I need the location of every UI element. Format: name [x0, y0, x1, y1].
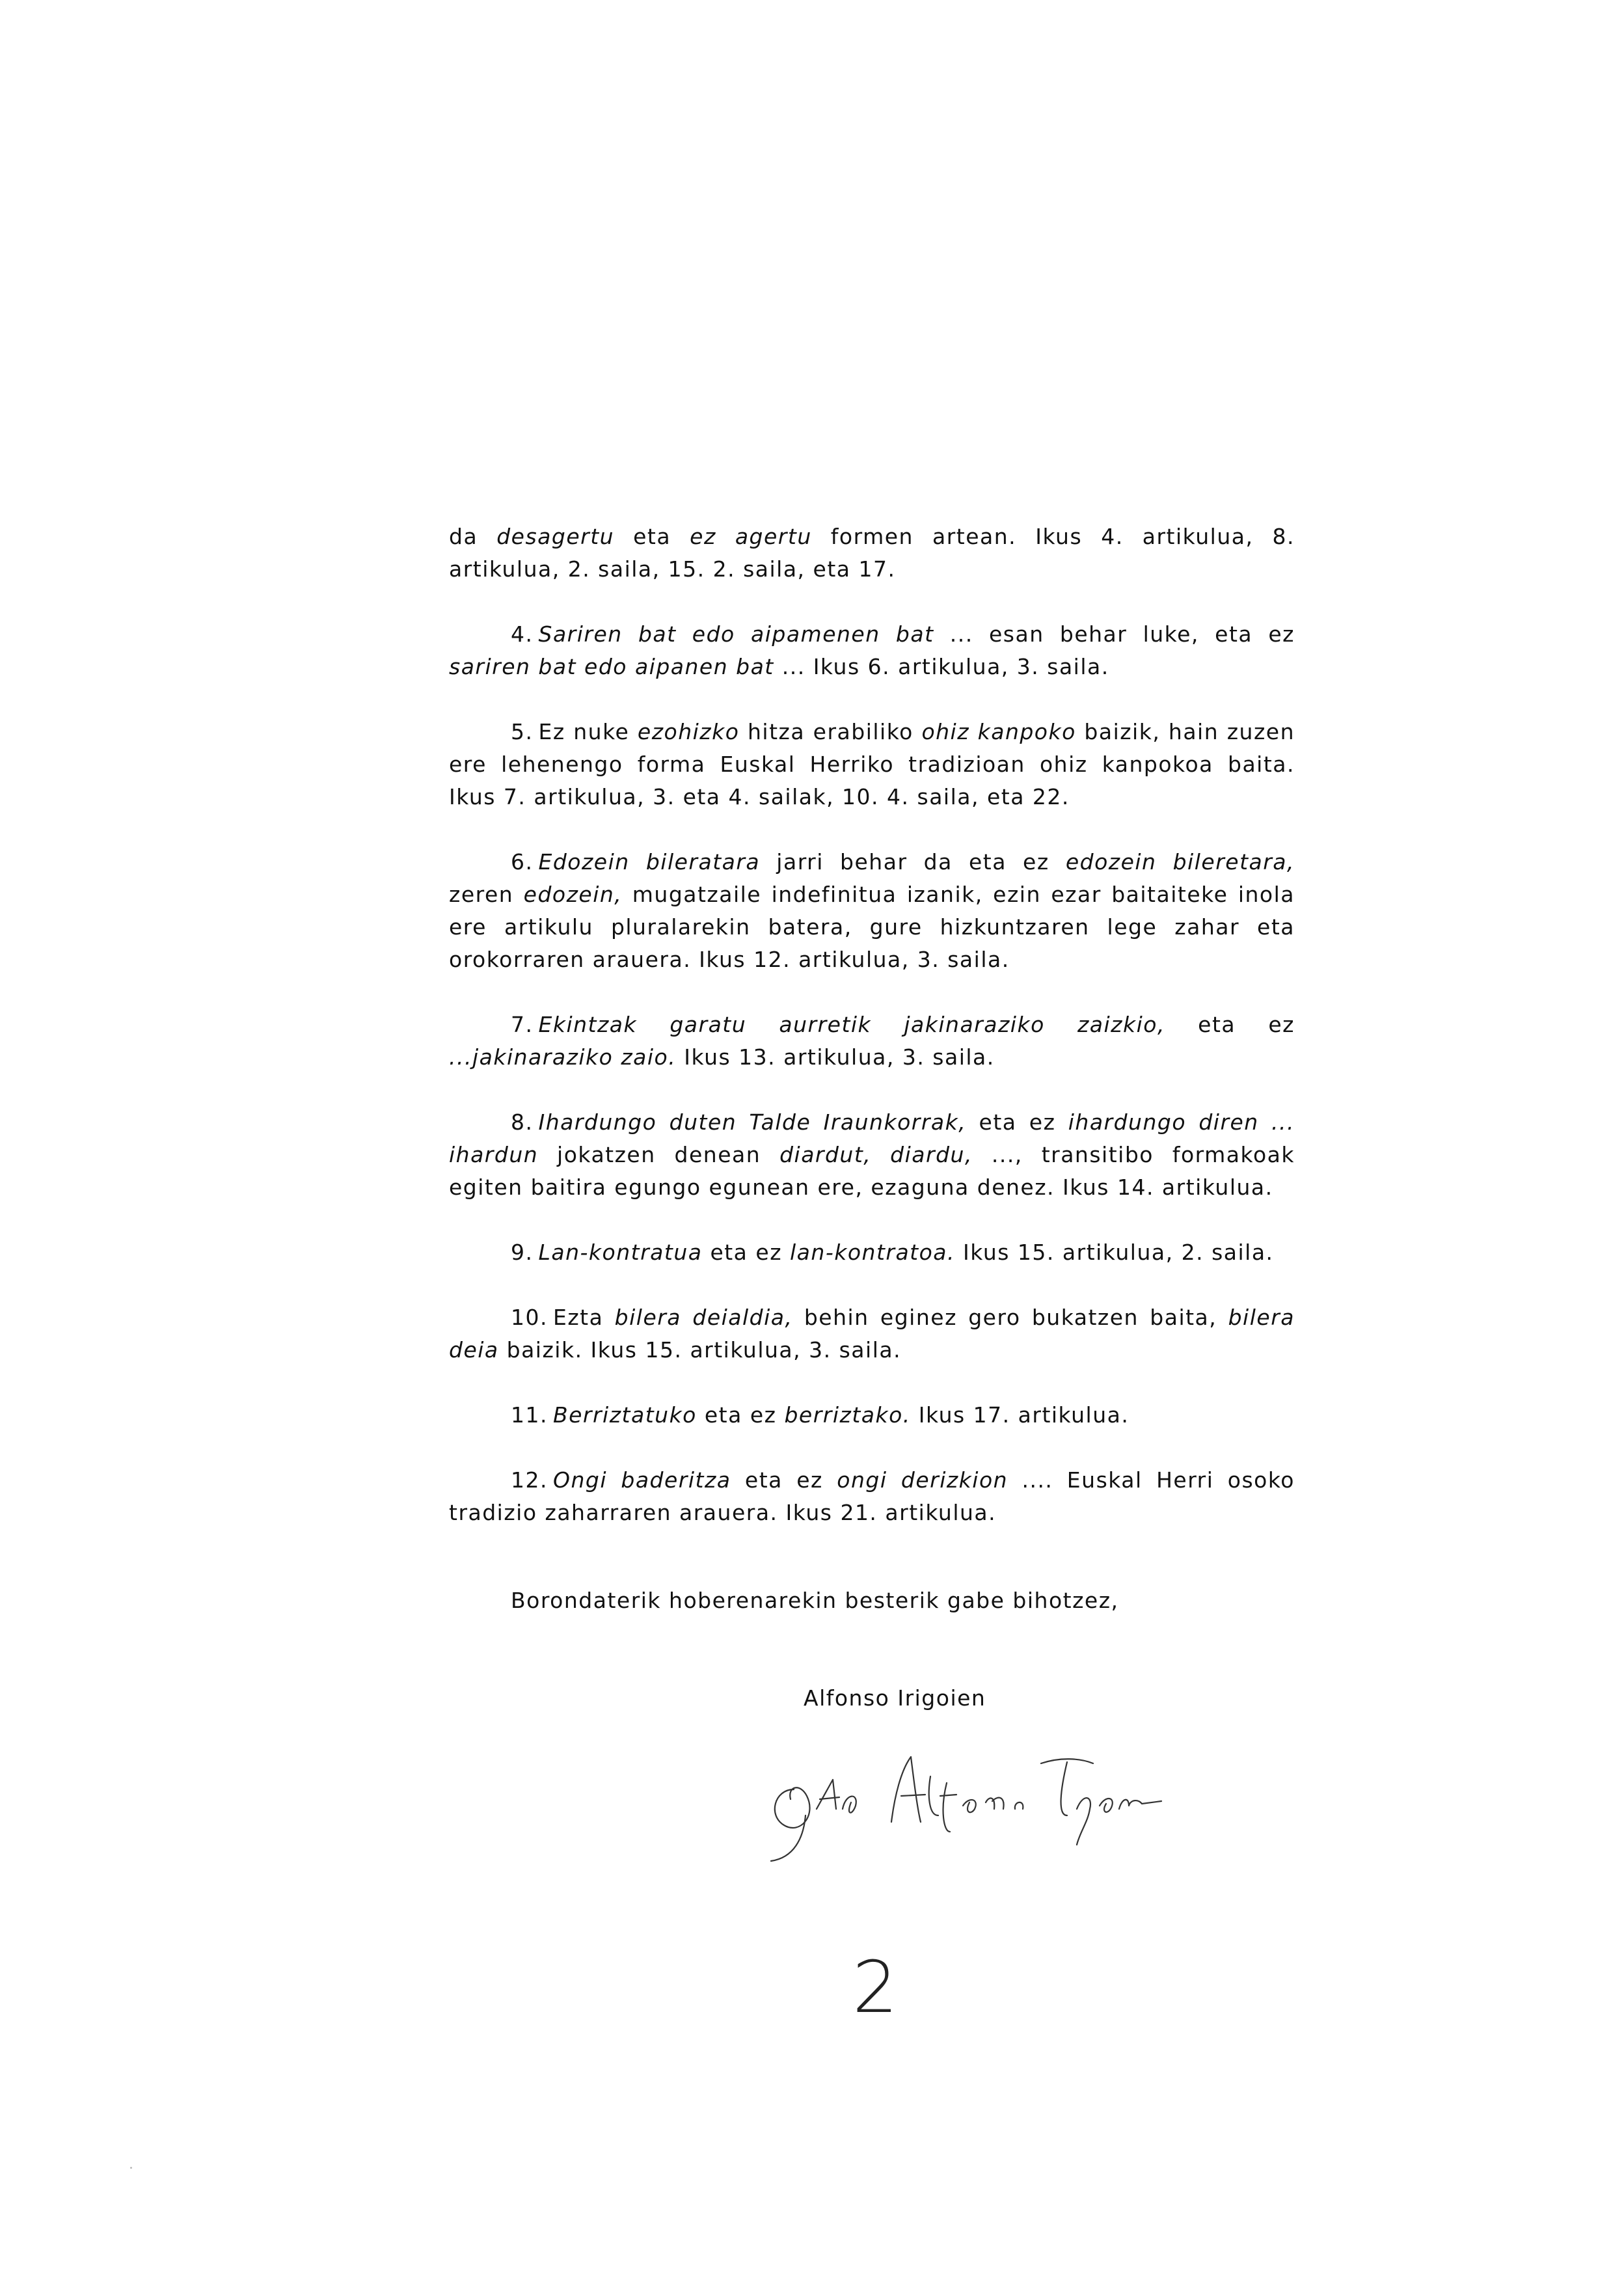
italic-term: ohiz kanpoko — [921, 719, 1076, 744]
paragraph-text: Ikus 15. artikulua, 2. saila. — [955, 1240, 1274, 1265]
paragraph-text: ... Ikus 6. artikulua, 3. saila. — [774, 654, 1109, 679]
italic-term: edozein bileretara, — [1065, 849, 1295, 875]
paragraph — [449, 1236, 1295, 1269]
paragraph-number: 12. — [511, 1467, 548, 1493]
italic-term: Sariren bat edo aipamenen bat — [538, 621, 934, 647]
paragraph-number: 5. — [511, 719, 534, 744]
italic-term: Edozein bileratara — [538, 849, 761, 875]
paragraph-number: 8. — [511, 1109, 534, 1135]
paragraph — [449, 1464, 1295, 1529]
paragraph-text: .... Euskal Herri osoko tradizio zaharraren arauera. Ikus 21. artikulua. — [449, 1467, 1295, 1525]
italic-term: edozein, — [523, 882, 623, 907]
paragraph-number: 7. — [511, 1012, 534, 1037]
paragraph-text: baizik, hain zuzen ere lehenengo forma Euskal Herriko tradizioan ohiz kanpokoa baita. Ikus 7. artikulua, 3. eta 4. sailak, 10. 4. saila, eta 22. — [449, 719, 1295, 809]
paragraph-text: baizik. Ikus 15. artikulua, 3. saila. — [498, 1337, 902, 1363]
paragraph-text: ..., transitibo formakoak egiten baitira egungo egunean ere, ezaguna denez. Ikus 14. artikulua. — [449, 1142, 1295, 1200]
paragraph-number: 11. — [511, 1402, 548, 1428]
paragraph-text: hitza erabiliko — [739, 719, 922, 744]
italic-term: diardut, diardu, — [779, 1142, 973, 1167]
paragraph — [449, 521, 1295, 586]
author-name: Alfonso Irigoien — [804, 1685, 986, 1711]
paragraph-text: jokatzen denean — [538, 1142, 780, 1167]
paragraph-number: 6. — [511, 849, 534, 875]
paragraph-text: Ezta — [552, 1305, 615, 1330]
paragraph — [449, 716, 1295, 813]
paragraph — [449, 1301, 1295, 1366]
italic-term: ...jakinaraziko zaio. — [449, 1044, 677, 1070]
italic-term: ongi derizkion — [837, 1467, 1008, 1493]
scan-speck — [130, 2167, 132, 2169]
italic-term: berriztako. — [784, 1402, 911, 1428]
italic-term: ihardungo diren ... ihardun — [449, 1109, 1295, 1167]
handwritten-signature — [755, 1718, 1171, 1868]
italic-term: ez agertu — [690, 524, 812, 549]
paragraph-text: eta ez — [731, 1467, 837, 1493]
paragraph-text: eta ez — [702, 1240, 791, 1265]
paragraph — [449, 846, 1295, 976]
paragraph-text: eta ez — [696, 1402, 785, 1428]
paragraph-text: eta — [614, 524, 690, 549]
paragraph-text: zeren — [449, 882, 524, 907]
paragraph-number: 10. — [511, 1305, 548, 1330]
italic-term: Berriztatuko — [552, 1402, 697, 1428]
italic-term: bilera deialdia, — [614, 1305, 793, 1330]
closing-line: Borondaterik hoberenarekin besterik gabe bihotzez, — [511, 1588, 1119, 1613]
paragraph-number: 9. — [511, 1240, 534, 1265]
italic-term: bilera deia — [449, 1305, 1295, 1363]
italic-term: Ihardungo duten Talde Iraunkorrak, — [538, 1109, 967, 1135]
italic-term: desagertu — [496, 524, 615, 549]
italic-term: lan-kontratoa. — [790, 1240, 956, 1265]
paragraph-text: jarri behar da eta ez — [760, 849, 1066, 875]
paragraph-text: eta ez — [1165, 1012, 1295, 1037]
paragraph-number: 4. — [511, 621, 534, 647]
paragraph-text: Ikus 17. artikulua. — [910, 1402, 1130, 1428]
paragraph — [449, 1009, 1295, 1074]
paragraph-text: da — [449, 524, 497, 549]
italic-term: Ongi baderitza — [552, 1467, 731, 1493]
paragraph-text: Ez nuke — [538, 719, 638, 744]
page-number: 2 — [852, 1946, 898, 2029]
paragraph-text: behin eginez gero bukatzen baita, — [792, 1305, 1228, 1330]
letter-body — [449, 521, 1295, 1562]
italic-term: ezohizko — [637, 719, 740, 744]
paragraph — [449, 1106, 1295, 1204]
italic-term: Lan-kontratua — [538, 1240, 703, 1265]
paragraph-text: formen artean. Ikus 4. artikulua, 8. artikulua, 2. saila, 15. 2. saila, eta 17. — [449, 524, 1295, 582]
paragraph-text: Ikus 13. artikulua, 3. saila. — [676, 1044, 995, 1070]
paragraph — [449, 1399, 1295, 1432]
italic-term: Ekintzak garatu aurretik jakinaraziko zaizkio, — [538, 1012, 1165, 1037]
paragraph — [449, 618, 1295, 683]
paragraph-text: eta ez — [966, 1109, 1068, 1135]
paragraph-text: mugatzaile indefinitua izanik, ezin ezar baitaiteke inola ere artikulu pluralarekin batera, gure hizkuntzaren lege zahar eta orokorraren arauera. Ikus 12. artikulua, 3. saila. — [449, 882, 1295, 972]
italic-term: sariren bat edo aipanen bat — [449, 654, 774, 679]
paragraph-text: ... esan behar luke, eta ez — [934, 621, 1295, 647]
